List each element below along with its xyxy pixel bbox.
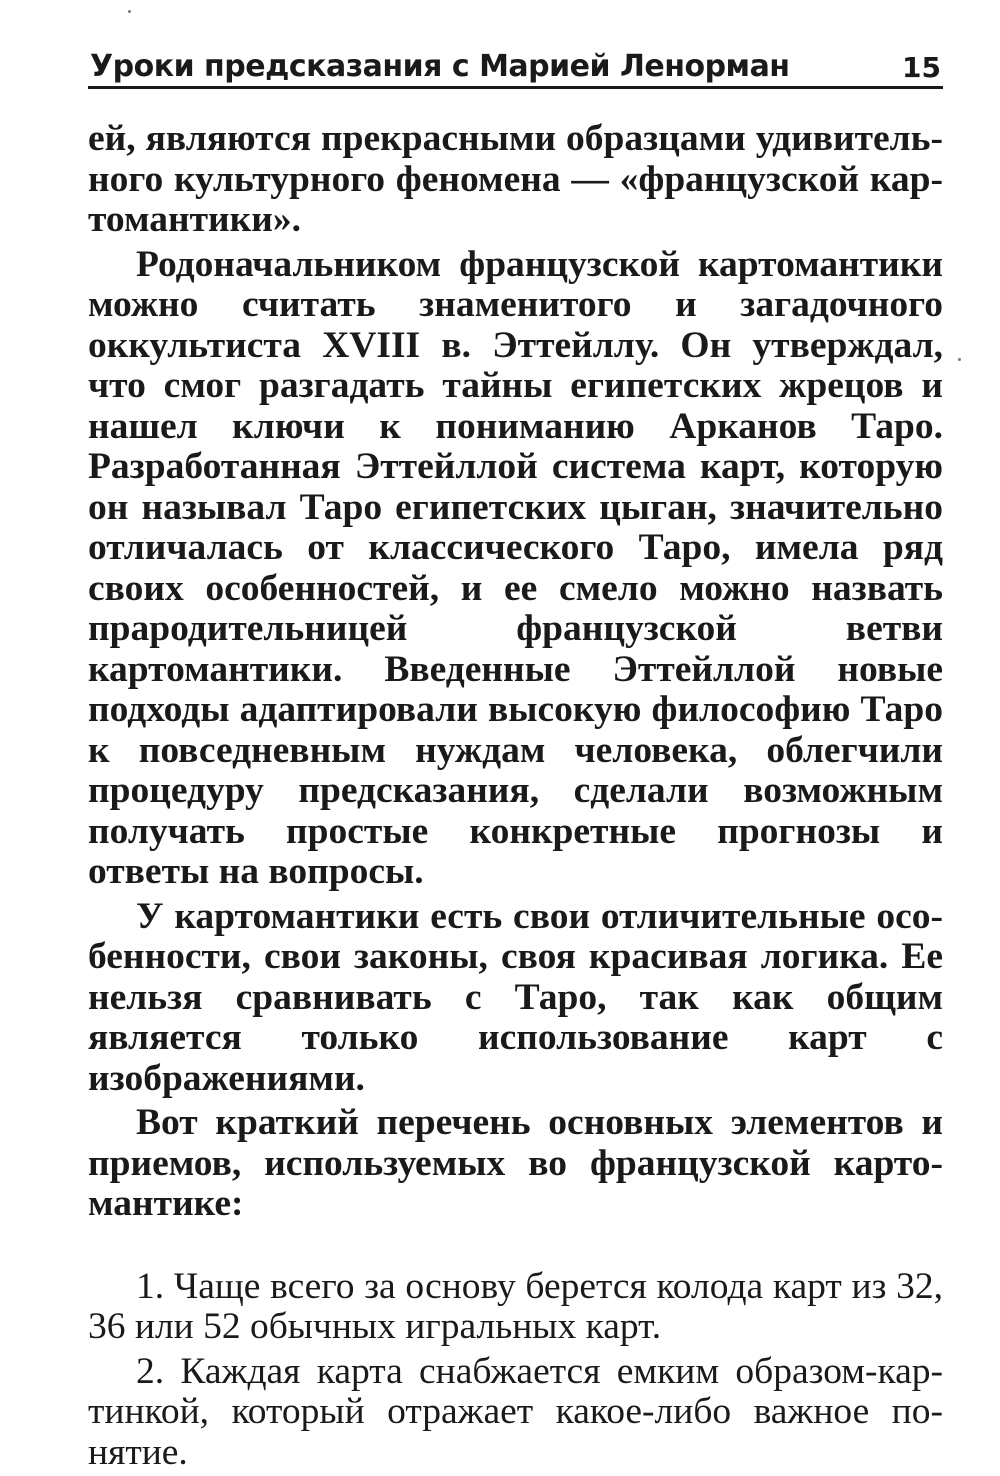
numbered-list	[88, 1267, 943, 1474]
list-item: 1. Чаще всего за основу берется колода карт из 32, 36 или 52 обычных игральных карт.	[88, 1265, 943, 1347]
running-header	[88, 40, 943, 89]
paragraph-list-intro: Вот краткий перечень основных элементов и приемов, используемых во французской картомантике:	[88, 1102, 943, 1224]
scan-speck	[958, 358, 961, 361]
paragraph-features: У картомантики есть свои отличительные особенности, свои законы, своя красивая логика. Ее нельзя сравнивать с Таро, так как общим является только использование карт с изображениями.	[88, 895, 943, 1099]
paragraph-ettelia: Родоначальником французской картомантики можно считать знаменитого и загадочного оккультиста XVIII в. Эттейллу. Он утверждал, что смог разгадать тайны египетских жрецов и нашел ключи к пониманию Арканов Таро. Разработанная Эттейллой система карт, которую он называл Таро египетских цыган, значительно отличалась от классического Таро, имела ряд своих особенностей, и ее смело можно назвать прародительницей французской ветви картомантики. Введенные Эттейллой новые подходы адаптировали высокую философию Таро к повседневным нуждам человека, облегчили процедуру предсказания, сделали возможным получать простые конкретные прогнозы и ответы на вопросы.	[88, 243, 943, 892]
list-item: 2. Каждая карта снабжается емким образом-картинкой, который отражает какое-либо важное понятие.	[88, 1350, 943, 1473]
body-text	[88, 119, 943, 1225]
paragraph-continuation: ей, являются прекрасными образцами удивительного культурного феномена — «французской картомантики».	[88, 118, 943, 240]
page-number: 15	[902, 51, 941, 84]
book-page	[88, 40, 943, 1473]
scan-speck	[128, 10, 131, 13]
running-title: Уроки предсказания с Марией Ленорман	[90, 49, 790, 84]
